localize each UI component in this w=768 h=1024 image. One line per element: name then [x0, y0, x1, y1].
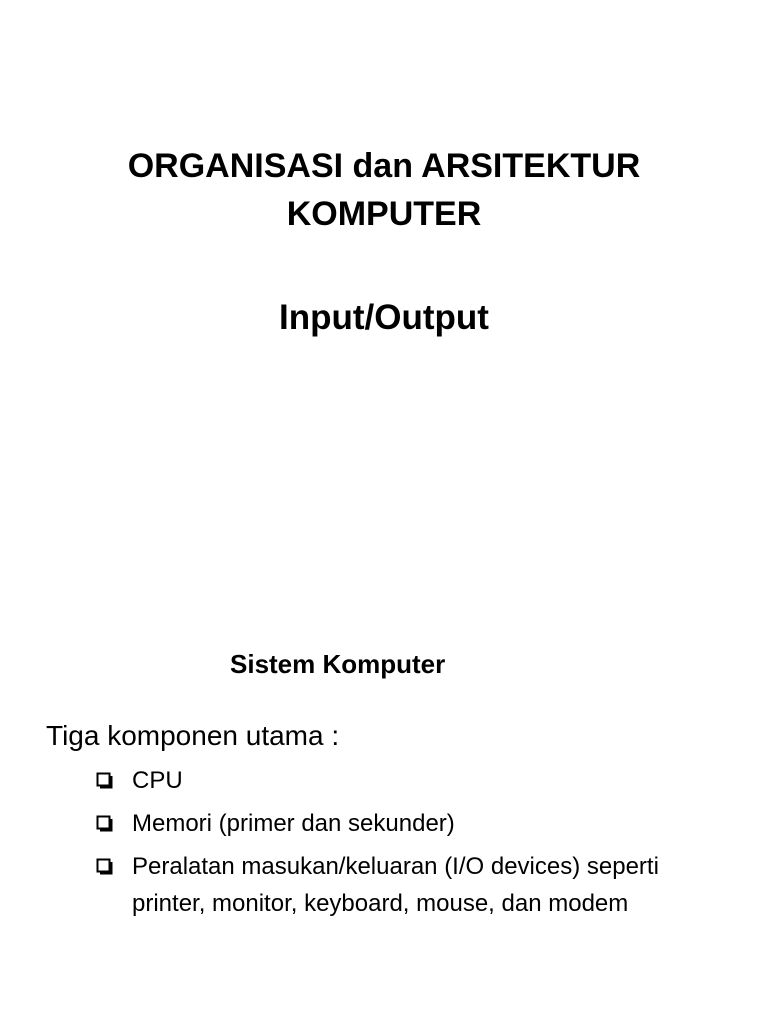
component-list — [96, 762, 736, 928]
slide-title — [0, 142, 768, 238]
checkbox-icon — [96, 815, 113, 832]
intro-text: Tiga komponen utama : — [46, 720, 340, 751]
checkbox-icon — [96, 858, 113, 875]
slide-title-line-2: KOMPUTER — [286, 195, 482, 233]
list-item-label: Memori (primer dan sekunder) — [132, 810, 455, 837]
slide-title-line-1: ORGANISASI dan ARSITEKTUR — [127, 147, 641, 185]
list-item-label: CPU — [132, 767, 183, 794]
slide-subtitle: Input/Output — [279, 298, 489, 337]
list-item-label: Peralatan masukan/keluaran (I/O devices) seperti printer, monitor, keyboard, mouse, dan modem — [132, 853, 659, 917]
list-item — [96, 805, 736, 842]
section-heading: Sistem Komputer — [230, 649, 446, 679]
list-item — [96, 762, 736, 799]
checkbox-icon — [96, 772, 113, 789]
list-item — [96, 848, 736, 922]
